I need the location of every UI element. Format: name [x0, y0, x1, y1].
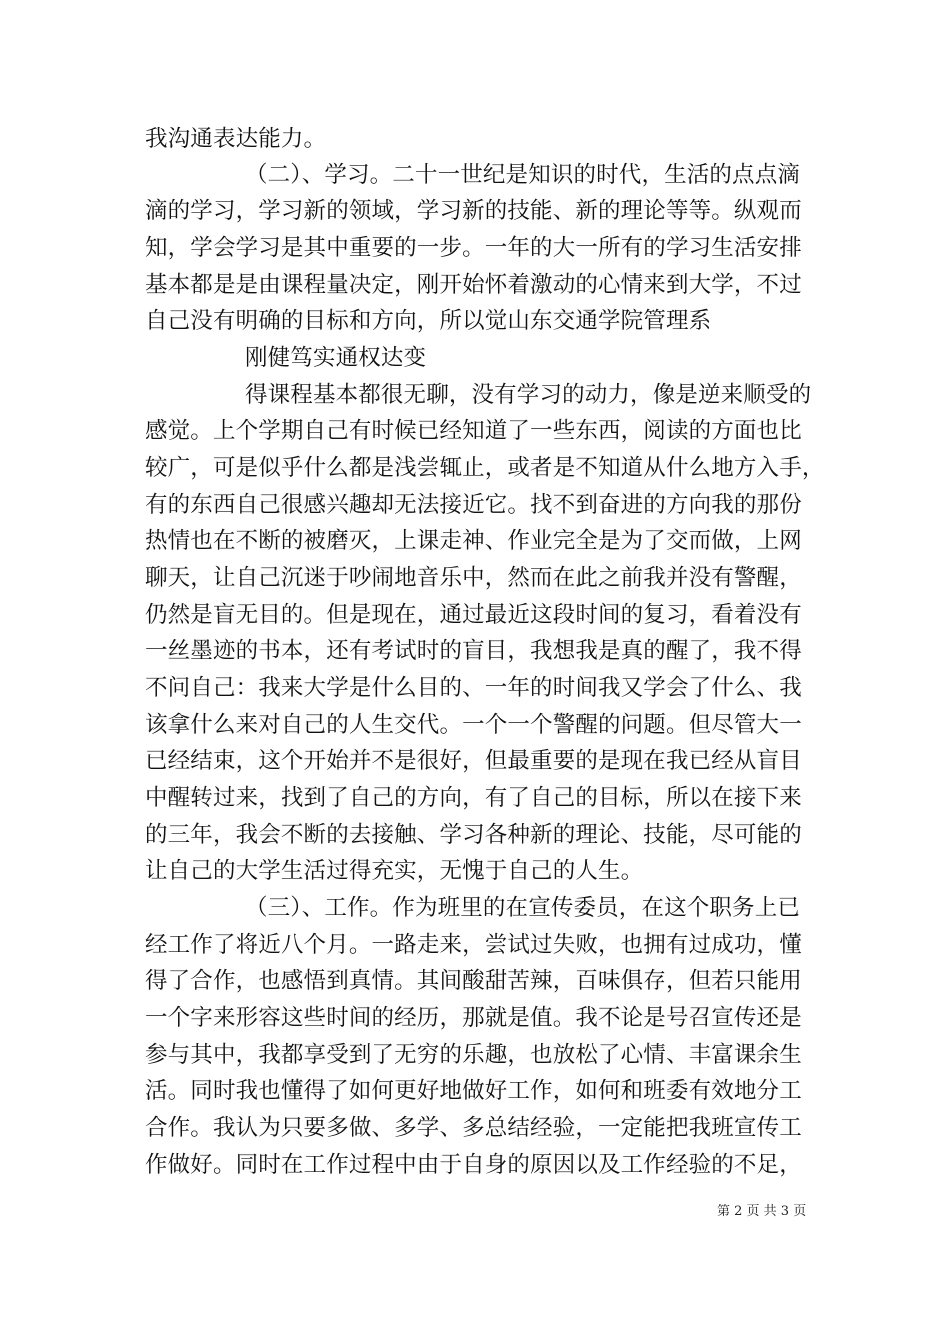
text-line: 有的东西自己很感兴趣却无法接近它。找不到奋进的方向我的那份	[145, 492, 802, 518]
text-line: 我沟通表达能力。	[145, 126, 327, 152]
text-line: 的三年，我会不断的去接触、学习各种新的理论、技能，尽可能的	[145, 822, 802, 848]
text-line: 感觉。上个学期自己有时候已经知道了一些东西，阅读的方面也比	[145, 418, 802, 444]
page-number: 第 2 页 共 3 页	[717, 1204, 807, 1219]
text-line: 基本都是是由课程量决定，刚开始怀着激动的心情来到大学，不过	[145, 272, 802, 298]
text-line: （三）、工作。作为班里的在宣传委员，在这个职务上已	[245, 895, 801, 921]
text-line: 较广，可是似乎什么都是浅尝辄止，或者是不知道从什么地方入手，	[145, 455, 825, 481]
text-line: 知，学会学习是其中重要的一步。一年的大一所有的学习生活安排	[145, 235, 802, 261]
text-line: 一个字来形容这些时间的经历，那就是值。我不论是号召宣传还是	[145, 1005, 802, 1031]
text-line: 自己没有明确的目标和方向，所以觉山东交通学院管理系	[145, 308, 712, 334]
text-line: 得了合作，也感悟到真情。其间酸甜苦辣，百味俱存，但若只能用	[145, 968, 802, 994]
text-line: 合作。我认为只要多做、多学、多总结经验，一定能把我班宣传工	[145, 1115, 802, 1141]
text-line: 热情也在不断的被磨灭，上课走神、作业完全是为了交而做，上网	[145, 528, 802, 554]
text-line: 该拿什么来对自己的人生交代。一个一个警醒的问题。但尽管大一	[145, 712, 802, 738]
text-line: 不问自己：我来大学是什么目的、一年的时间我又学会了什么、我	[145, 675, 802, 701]
text-line: 聊天，让自己沉迷于吵闹地音乐中，然而在此之前我并没有警醒，	[145, 565, 802, 591]
text-line: 中醒转过来，找到了自己的方向，有了自己的目标，所以在接下来	[145, 785, 802, 811]
text-line: 已经结束，这个开始并不是很好，但最重要的是现在我已经从盲目	[145, 748, 802, 774]
text-line: 仍然是盲无目的。但是现在，通过最近这段时间的复习，看着没有	[145, 602, 802, 628]
text-line: 滴的学习，学习新的领域，学习新的技能、新的理论等等。纵观而	[145, 198, 802, 224]
text-line: 一丝墨迹的书本，还有考试时的盲目，我想我是真的醒了，我不得	[145, 638, 802, 664]
text-line: 参与其中，我都享受到了无穷的乐趣，也放松了心情、丰富课余生	[145, 1042, 802, 1068]
text-line: （二）、学习。二十一世纪是知识的时代，生活的点点滴	[245, 162, 801, 188]
text-line: 刚健笃实通权达变	[245, 345, 427, 371]
text-line: 让自己的大学生活过得充实，无愧于自己的人生。	[145, 858, 644, 884]
text-line: 作做好。同时在工作过程中由于自身的原因以及工作经验的不足，	[145, 1152, 802, 1178]
text-line: 得课程基本都很无聊，没有学习的动力，像是逆来顺受的	[245, 382, 812, 408]
text-line: 活。同时我也懂得了如何更好地做好工作，如何和班委有效地分工	[145, 1078, 802, 1104]
text-line: 经工作了将近八个月。一路走来，尝试过失败，也拥有过成功，懂	[145, 932, 802, 958]
